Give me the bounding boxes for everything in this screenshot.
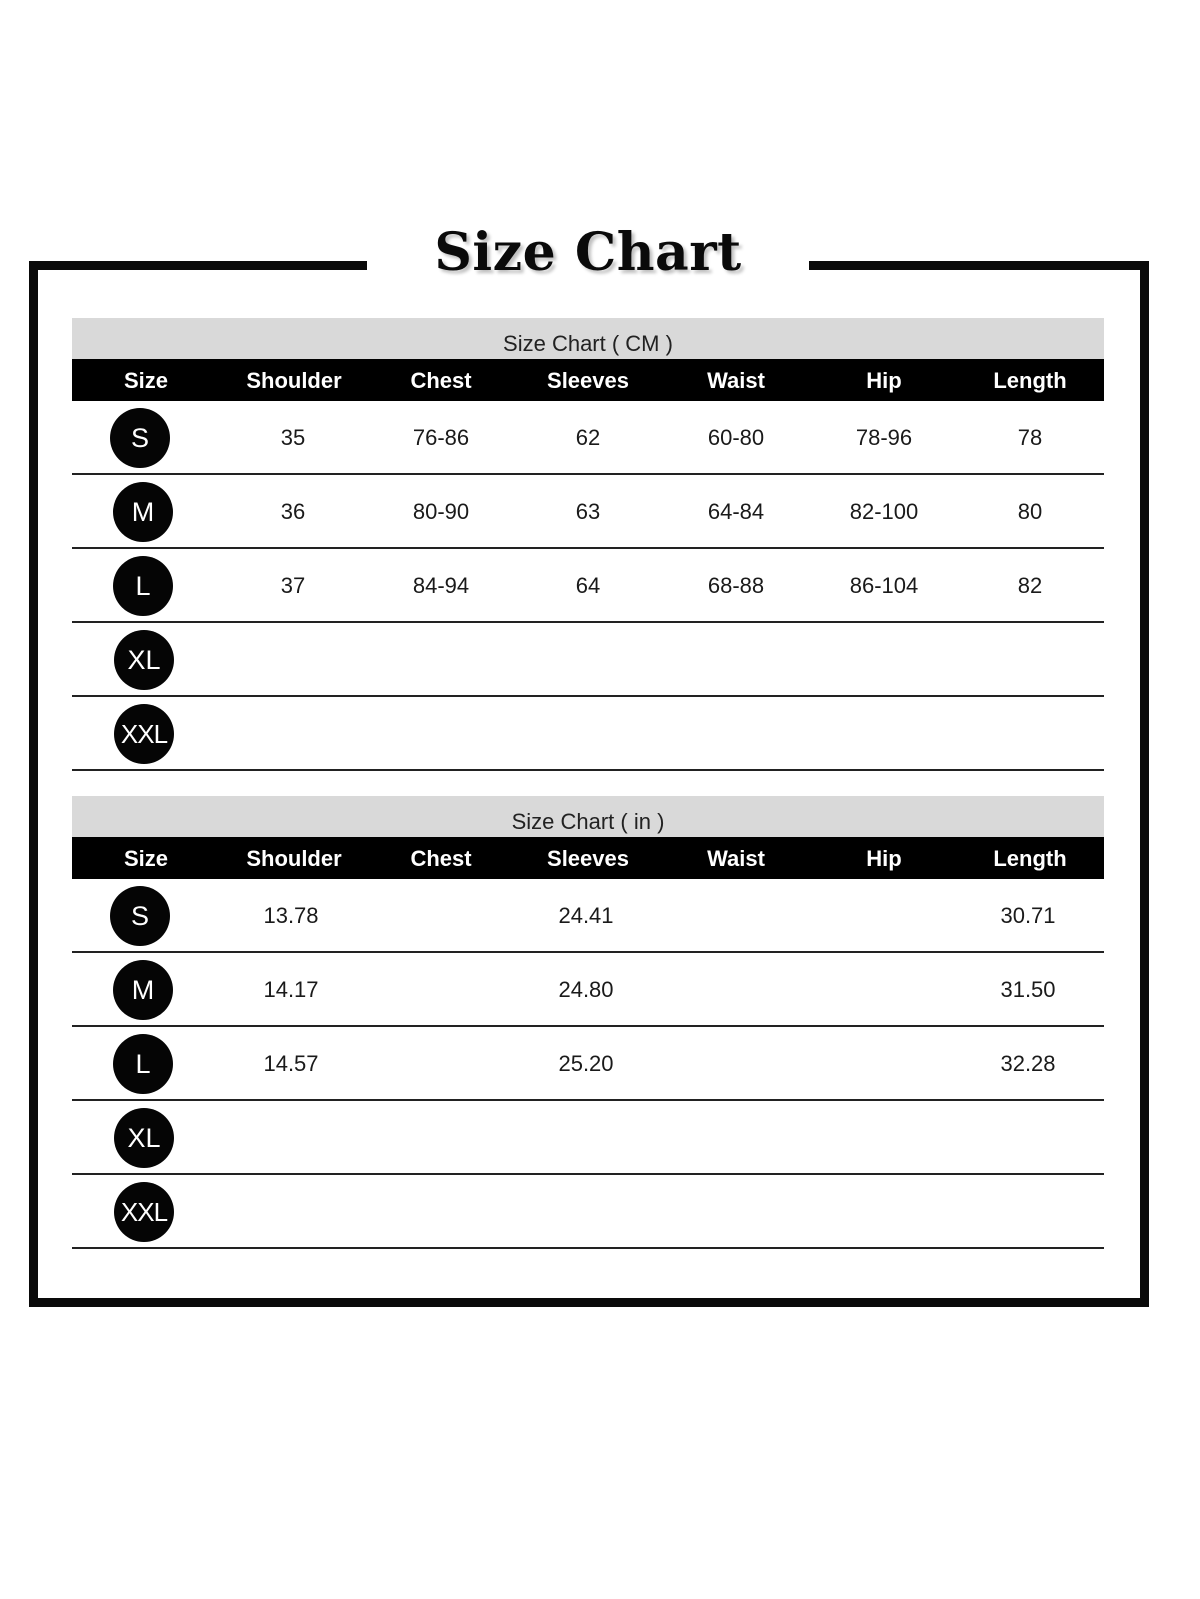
table-header-row xyxy=(72,359,1104,401)
table-cell-length: 31.50 xyxy=(1000,977,1056,1002)
table-row xyxy=(72,549,1104,623)
table-body xyxy=(72,401,1104,771)
table-cell-chest: 80-90 xyxy=(412,499,470,524)
table-cell-hip xyxy=(804,1175,964,1247)
table-caption: Size Chart ( in ) xyxy=(72,796,1104,837)
table-cell-hip: 78-96 xyxy=(855,425,913,450)
size-badge: XL xyxy=(114,1108,174,1168)
column-header-length: Length xyxy=(993,368,1067,393)
table-cell-length xyxy=(950,697,1110,769)
table-caption: Size Chart ( CM ) xyxy=(72,318,1104,359)
table-row xyxy=(72,623,1104,697)
table-cell-chest xyxy=(361,1175,521,1247)
page-title: Size Chart xyxy=(434,222,742,283)
table-cell-chest xyxy=(361,879,521,951)
column-header-size: Size xyxy=(123,368,169,393)
column-header-waist: Waist xyxy=(707,846,765,871)
column-header-hip: Hip xyxy=(866,368,902,393)
column-header-sleeves: Sleeves xyxy=(547,368,629,393)
column-header-length: Length xyxy=(993,846,1067,871)
table-cell-hip xyxy=(804,1101,964,1173)
table-row xyxy=(72,879,1104,953)
table-cell-shoulder xyxy=(211,1175,371,1247)
size-badge: M xyxy=(113,960,173,1020)
table-cell-chest: 76-86 xyxy=(412,425,470,450)
table-cell-length: 32.28 xyxy=(1000,1051,1056,1076)
table-cell-waist xyxy=(656,1027,816,1099)
table-cell-shoulder xyxy=(213,697,373,769)
table-row xyxy=(72,1175,1104,1249)
table-cell-sleeves: 24.41 xyxy=(558,903,614,928)
table-row xyxy=(72,401,1104,475)
table-cell-waist xyxy=(656,697,816,769)
table-cell-waist: 64-84 xyxy=(707,499,765,524)
table-cell-waist xyxy=(656,623,816,695)
table-cell-sleeves: 62 xyxy=(575,425,601,450)
size-badge: XL xyxy=(114,630,174,690)
size-table-in xyxy=(72,796,1104,1249)
table-cell-waist: 60-80 xyxy=(707,425,765,450)
table-cell-shoulder: 13.78 xyxy=(263,903,319,928)
table-cell-chest xyxy=(361,697,521,769)
table-cell-sleeves xyxy=(508,697,668,769)
table-cell-sleeves: 25.20 xyxy=(558,1051,614,1076)
table-cell-shoulder: 35 xyxy=(280,425,306,450)
table-cell-chest xyxy=(361,1027,521,1099)
table-cell-shoulder: 14.17 xyxy=(263,977,319,1002)
table-cell-hip: 86-104 xyxy=(849,573,919,598)
size-badge: L xyxy=(113,1034,173,1094)
table-cell-length: 30.71 xyxy=(1000,903,1056,928)
table-cell-length xyxy=(948,1175,1108,1247)
table-cell-sleeves: 24.80 xyxy=(558,977,614,1002)
table-cell-hip xyxy=(804,697,964,769)
table-cell-shoulder: 37 xyxy=(280,573,306,598)
table-body xyxy=(72,879,1104,1249)
column-header-chest: Chest xyxy=(410,368,472,393)
column-header-shoulder: Shoulder xyxy=(246,368,342,393)
table-cell-hip: 82-100 xyxy=(849,499,919,524)
column-header-hip: Hip xyxy=(866,846,902,871)
table-cell-chest xyxy=(361,1101,521,1173)
table-cell-length: 80 xyxy=(1017,499,1043,524)
size-badge: L xyxy=(113,556,173,616)
column-header-sleeves: Sleeves xyxy=(547,846,629,871)
size-badge: S xyxy=(110,886,170,946)
table-cell-shoulder xyxy=(213,623,373,695)
column-header-shoulder: Shoulder xyxy=(246,846,342,871)
table-cell-sleeves: 64 xyxy=(575,573,601,598)
table-header-row xyxy=(72,837,1104,879)
column-header-chest: Chest xyxy=(410,846,472,871)
size-table-cm xyxy=(72,318,1104,771)
column-header-waist: Waist xyxy=(707,368,765,393)
table-cell-sleeves: 63 xyxy=(575,499,601,524)
size-badge: M xyxy=(113,482,173,542)
table-cell-length: 78 xyxy=(1017,425,1043,450)
table-cell-shoulder: 36 xyxy=(280,499,306,524)
table-cell-hip xyxy=(804,623,964,695)
table-row xyxy=(72,697,1104,771)
table-cell-length: 82 xyxy=(1017,573,1043,598)
size-badge: XXL xyxy=(114,704,174,764)
table-cell-shoulder: 14.57 xyxy=(263,1051,319,1076)
table-cell-hip xyxy=(804,1027,964,1099)
size-badge: S xyxy=(110,408,170,468)
table-cell-chest xyxy=(361,953,521,1025)
size-badge: XXL xyxy=(114,1182,174,1242)
table-cell-waist xyxy=(656,953,816,1025)
table-cell-chest xyxy=(361,623,521,695)
table-cell-chest: 84-94 xyxy=(412,573,470,598)
table-row xyxy=(72,475,1104,549)
table-cell-shoulder xyxy=(211,1101,371,1173)
table-cell-hip xyxy=(804,879,964,951)
table-row xyxy=(72,1101,1104,1175)
table-cell-waist: 68-88 xyxy=(707,573,765,598)
table-row xyxy=(72,953,1104,1027)
table-cell-length xyxy=(950,623,1110,695)
table-cell-sleeves xyxy=(506,1175,666,1247)
table-cell-waist xyxy=(656,879,816,951)
table-cell-waist xyxy=(656,1175,816,1247)
table-cell-sleeves xyxy=(506,1101,666,1173)
column-header-size: Size xyxy=(123,846,169,871)
table-cell-sleeves xyxy=(508,623,668,695)
table-cell-waist xyxy=(656,1101,816,1173)
table-cell-length xyxy=(948,1101,1108,1173)
table-cell-hip xyxy=(804,953,964,1025)
table-row xyxy=(72,1027,1104,1101)
